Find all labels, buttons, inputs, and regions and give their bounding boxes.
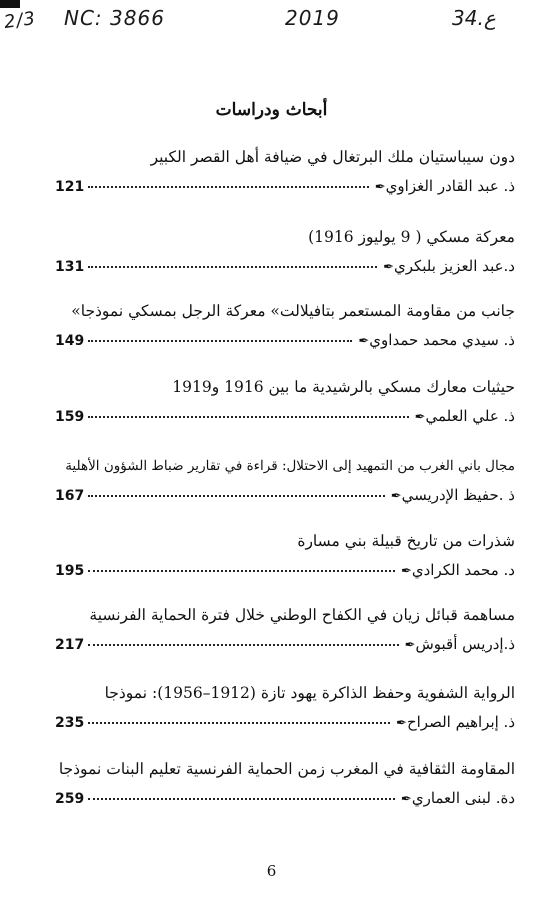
entry-author-line: [55, 256, 515, 278]
author-name: د.عبد العزيز بلبكري✒: [383, 257, 515, 275]
quill-icon: ✒: [374, 180, 386, 195]
author-name: ذ. علي العلمي✒: [414, 407, 515, 425]
page-number: 159: [55, 409, 85, 425]
author-name: ذ.إدريس أقبوش✒: [404, 635, 515, 653]
handwritten-year: 2019: [285, 6, 340, 30]
entry-author-line: [55, 788, 515, 810]
entry-title: معركة مسكي ( 9 يوليوز 1916): [308, 228, 515, 246]
toc-entry: [55, 682, 515, 734]
toc-entry: [55, 300, 515, 352]
dot-leader: [88, 340, 352, 342]
dot-leader: [88, 798, 395, 800]
quill-icon: ✒: [414, 410, 426, 425]
entry-title: مجال باني الغرب من التمهيد إلى الاحتلال: قراءة في تقارير ضباط الشؤون الأهلية: [65, 458, 515, 474]
toc-entry: [55, 455, 515, 507]
quill-icon: ✒: [400, 564, 412, 579]
entry-title: دون سيباستيان ملك البرتغال في ضيافة أهل القصر الكبير: [150, 148, 515, 166]
dot-leader: [88, 416, 408, 418]
entry-author-line: [55, 712, 515, 734]
quill-icon: ✒: [383, 260, 394, 275]
dot-leader: [88, 570, 395, 572]
entry-title: حيثيات معارك مسكي بالرشيدية ما بين 1916 و1919: [172, 378, 515, 396]
author-name: ذ. سيدي محمد حمداوي✒: [358, 331, 515, 349]
toc-entry: [55, 376, 515, 428]
handwritten-catalog-number: NC: 3866: [64, 6, 165, 30]
author-name: ذ. عبد القادر الغزاوي✒: [374, 177, 515, 195]
section-title: أبحاث ودراسات: [215, 100, 328, 120]
quill-icon: ✒: [390, 489, 402, 504]
entry-title: جانب من مقاومة المستعمر بتافيلالت» معركة الرجل بمسكي نموذجا»: [71, 302, 515, 320]
dot-leader: [88, 495, 385, 497]
entry-author-line: [55, 176, 515, 198]
page-number: 217: [55, 637, 85, 653]
folio-page-number: 6: [266, 862, 277, 880]
page-number: 131: [55, 259, 85, 275]
page-number: 195: [55, 563, 85, 579]
entry-title: المقاومة الثقافية في المغرب زمن الحماية الفرنسية تعليم البنات نموذجا: [58, 760, 515, 778]
toc-entry: [55, 604, 515, 656]
dot-leader: [88, 644, 398, 646]
toc-entry: [55, 146, 515, 198]
entry-author-line: [55, 634, 515, 656]
page-number: 235: [55, 715, 85, 731]
author-name: د. محمد الكرادي✒: [400, 561, 515, 579]
toc-entry: [55, 226, 515, 278]
quill-icon: ✒: [358, 334, 370, 349]
handwritten-fraction: 2/3: [2, 7, 38, 34]
entry-author-line: [55, 560, 515, 582]
page-number: 259: [55, 791, 85, 807]
author-name: ذ. إبراهيم الصراح✒: [396, 713, 515, 731]
page-number: 121: [55, 179, 85, 195]
page-number: 149: [55, 333, 85, 349]
page-number: 167: [55, 488, 85, 504]
entry-title: مساهمة قبائل زيان في الكفاح الوطني خلال فترة الحماية الفرنسية: [89, 606, 515, 624]
dot-leader: [88, 266, 377, 268]
quill-icon: ✒: [404, 638, 416, 653]
handwritten-shelf-mark: 34.ع: [452, 6, 496, 30]
dot-leader: [88, 186, 369, 188]
toc-entry: [55, 758, 515, 810]
entry-author-line: [55, 406, 515, 428]
toc-entry: [55, 530, 515, 582]
entry-author-line: [55, 330, 515, 352]
dot-leader: [88, 722, 390, 724]
quill-icon: ✒: [400, 792, 412, 807]
entry-title: الرواية الشفوية وحفظ الذاكرة يهود تازة (1912–1956): نموذجا: [104, 684, 515, 702]
author-name: دة. لبنى العماري✒: [400, 789, 515, 807]
corner-mark: [0, 0, 20, 8]
entry-title: شذرات من تاريخ قبيلة بني مسارة: [297, 532, 515, 550]
entry-author-line: [55, 485, 515, 507]
quill-icon: ✒: [396, 716, 407, 731]
author-name: ذ .حفيظ الإدريسي✒: [390, 486, 515, 504]
